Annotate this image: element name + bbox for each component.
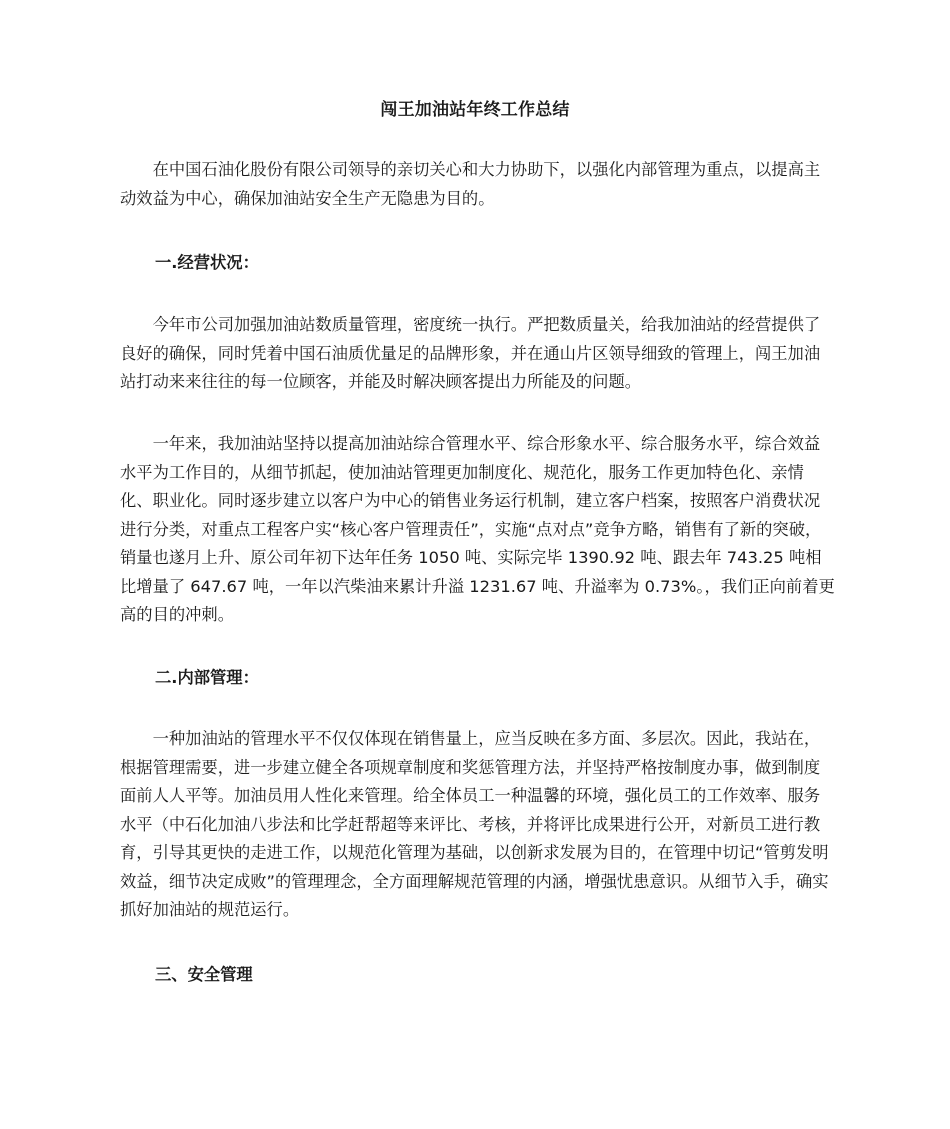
section-heading-safety-management: 三、安全管理 — [155, 965, 253, 984]
intro-paragraph: 在中国石油化股份有限公司领导的亲切关心和大力协助下，以强化内部管理为重点，以提高主动效益为中心，确保加油站安全生产无隐患为目的。 — [120, 160, 821, 208]
internal-management-paragraph: 一种加油站的管理水平不仅仅体现在销售量上，应当反映在多方面、多层次。因此，我站在，根据管理需要，进一步建立健全各项规章制度和奖惩管理方法，并坚持严格按制度办事，做到制度面前人人平等。加油员用人性化来管理。给全体员工一种温馨的环境，强化员工的工作效率、服务水平（中石化加油八步法和比学赶帮超等来评比、考核，并将评比成果进行公开，对新员工进行教育，引导其更快的走进工作，以规范化管理为基础，以创新求发展为目的，在管理中切记“管剪发明效益，细节决定成败”的管理理念，全方面理解规范管理的内涵，增强忧患意识。从细节入手，确实抓好加油站的规范运行。 — [120, 729, 829, 919]
operations-paragraph-2: 一年来，我加油站坚持以提高加油站综合管理水平、综合形象水平、综合服务水平，综合效益水平为工作目的，从细节抓起，使加油站管理更加制度化、规范化，服务工作更加特色化、亲情化、职业化。同时逐步建立以客户为中心的销售业务运行机制，建立客户档案，按照客户消费状况进行分类，对重点工程客户实“核心客户管理责任”，实施“点对点”竞争方略，销售有了新的突破，销量也遂月上升、原公司年初下达年任务 1050 吨、实际完毕 1390.92 吨、跟去年 743.25 吨相比增量了 647.67 吨，一年以汽柴油来累计升溢 1231.67 吨、升溢率为 0.73%。，我们正向前着更高的目的冲刺。 — [120, 434, 835, 624]
operations-paragraph-1: 今年市公司加强加油站数质量管理，密度统一执行。严把数质量关，给我加油站的经营提供了良好的确保，同时凭着中国石油质优量足的品牌形象，并在通山片区领导细致的管理上，闯王加油站打动来来往往的每一位顾客，并能及时解决顾客提出力所能及的问题。 — [120, 315, 821, 391]
document-title: 闯王加油站年终工作总结 — [380, 100, 570, 120]
section-heading-internal-management: 二.内部管理： — [155, 668, 259, 687]
section-heading-operations: 一.经营状况： — [155, 253, 259, 272]
